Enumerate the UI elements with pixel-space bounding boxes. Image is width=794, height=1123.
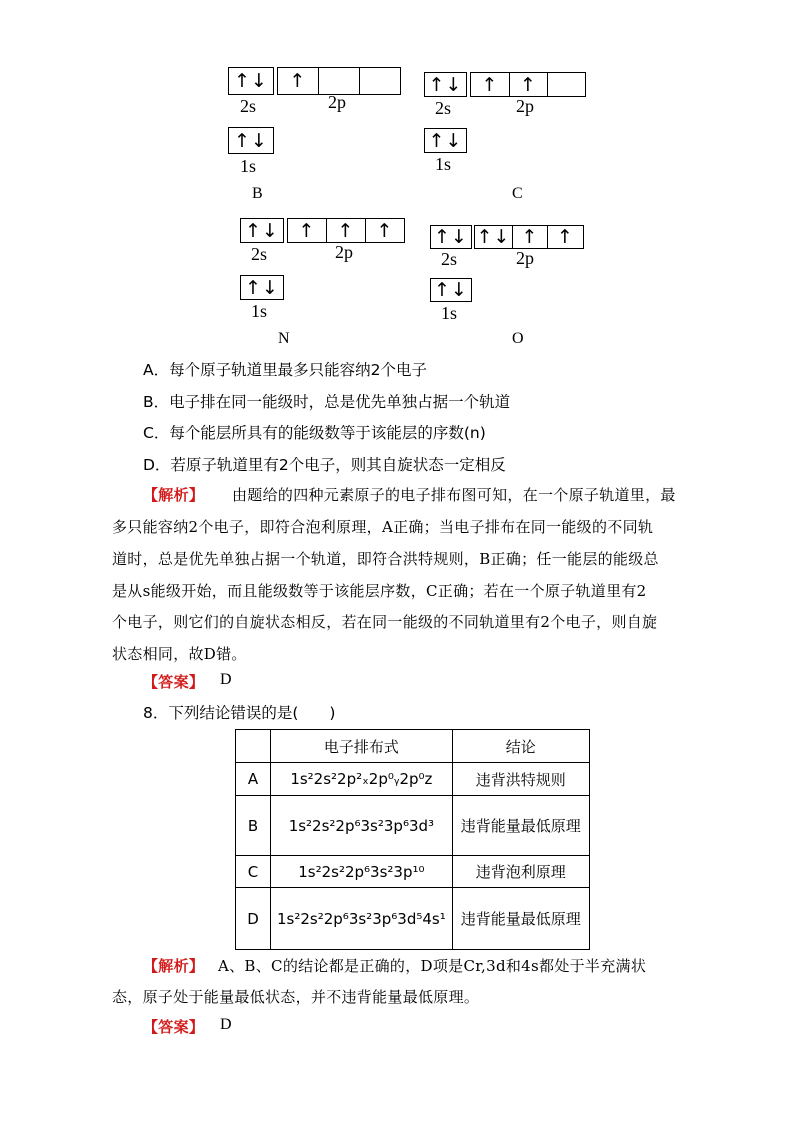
level-label: 2p: [516, 96, 534, 116]
answer-value: D: [220, 671, 232, 688]
row-config: 1s²2s²2p⁶3s²3p¹⁰: [271, 856, 453, 888]
table-header: [236, 730, 271, 763]
row-config: 1s²2s²2p⁶3s²3p⁶3d³: [271, 796, 453, 856]
orbital-2s: ↑↓: [424, 72, 467, 97]
table-row: [236, 888, 590, 950]
orbital-1s: ↑↓: [240, 275, 284, 300]
analysis-text: 是从s能级开始，而且能级数等于该能层序数，C正确；若在一个原子轨道里有2: [112, 582, 647, 600]
orbital-2s: ↑↓: [228, 67, 274, 95]
answer-value: D: [220, 1016, 232, 1033]
orbital-2p: [359, 67, 401, 95]
option-a: A．每个原子轨道里最多只能容纳2个电子: [143, 361, 427, 379]
question-8: 8．下列结论错误的是( ): [143, 704, 336, 722]
config-table: [235, 729, 590, 950]
level-label: 1s: [441, 303, 458, 323]
analysis-text: A、B、C的结论都是正确的，D项是Cr,3d和4s都处于半充满状: [218, 957, 647, 975]
row-config: 1s²2s²2p⁶3s²3p⁶3d⁵4s¹: [271, 888, 453, 950]
orbital-2p: ↑↓: [474, 225, 513, 249]
level-label: 2p: [516, 248, 534, 268]
table-row: [236, 796, 590, 856]
orbital-1s: ↑↓: [430, 278, 472, 302]
analysis-text: 状态相同，故D错。: [112, 645, 247, 663]
row-conclusion: 违背泡利原理: [452, 856, 589, 888]
orbital-2s: ↑↓: [430, 225, 472, 249]
row-key: B: [236, 796, 271, 856]
orbital-2p: ↑: [326, 218, 366, 243]
orbital-2p: [547, 72, 586, 97]
table-row: [236, 763, 590, 796]
orbital-2p: ↑: [287, 218, 327, 243]
analysis-text: 态，原子处于能量最低状态，并不违背能量最低原理。: [112, 988, 480, 1006]
row-config: 1s²2s²2p²ₓ2p⁰ᵧ2p⁰z: [271, 763, 453, 796]
orbital-2p: ↑: [277, 67, 319, 95]
row-key: C: [236, 856, 271, 888]
element-label: C: [512, 185, 523, 202]
table-header: 电子排布式: [271, 730, 453, 763]
option-d: D．若原子轨道里有2个电子，则其自旋状态一定相反: [143, 456, 506, 474]
level-label: 1s: [240, 156, 257, 176]
orbital-2p: ↑: [365, 218, 405, 243]
row-conclusion: 违背能量最低原理: [452, 796, 589, 856]
analysis-tag: 【解析】: [143, 957, 205, 975]
level-label: 2p: [328, 92, 346, 112]
analysis-text: 由题给的四种元素原子的电子排布图可知，在一个原子轨道里，最: [232, 486, 676, 504]
analysis-text: 道时，总是优先单独占据一个轨道，即符合洪特规则，B正确；任一能层的能级总: [112, 550, 659, 568]
level-label: 2s: [251, 244, 268, 264]
orbital-2p: [318, 67, 360, 95]
orbital-2s: ↑↓: [240, 218, 284, 243]
orbital-2p: ↑: [512, 225, 548, 249]
element-label: B: [252, 185, 263, 202]
level-label: 2s: [435, 98, 452, 118]
analysis-text: 多只能容纳2个电子，即符合泡利原理，A正确；当电子排布在同一能级的不同轨: [112, 518, 654, 536]
level-label: 2p: [335, 242, 353, 262]
level-label: 2s: [240, 96, 257, 116]
orbital-1s: ↑↓: [424, 128, 467, 153]
answer-tag: 【答案】: [143, 1018, 205, 1036]
option-c: C．每个能层所具有的能级数等于该能层的序数(n): [143, 424, 486, 442]
orbital-2p: ↑: [547, 225, 584, 249]
row-key: A: [236, 763, 271, 796]
orbital-1s: ↑↓: [228, 127, 274, 154]
row-conclusion: 违背能量最低原理: [452, 888, 589, 950]
level-label: 1s: [435, 154, 452, 174]
answer-tag: 【答案】: [143, 673, 205, 691]
row-conclusion: 违背洪特规则: [452, 763, 589, 796]
option-b: B．电子排在同一能级时，总是优先单独占据一个轨道: [143, 393, 511, 411]
element-label: O: [512, 330, 524, 347]
row-key: D: [236, 888, 271, 950]
level-label: 1s: [251, 301, 268, 321]
analysis-tag: 【解析】: [143, 486, 205, 504]
table-row: [236, 856, 590, 888]
orbital-2p: ↑: [470, 72, 510, 97]
analysis-text: 个电子，则它们的自旋状态相反，若在同一能级的不同轨道里有2个电子，则自旋: [112, 613, 658, 631]
level-label: 2s: [441, 249, 458, 269]
table-header: 结论: [452, 730, 589, 763]
element-label: N: [278, 330, 290, 347]
orbital-2p: ↑: [509, 72, 548, 97]
